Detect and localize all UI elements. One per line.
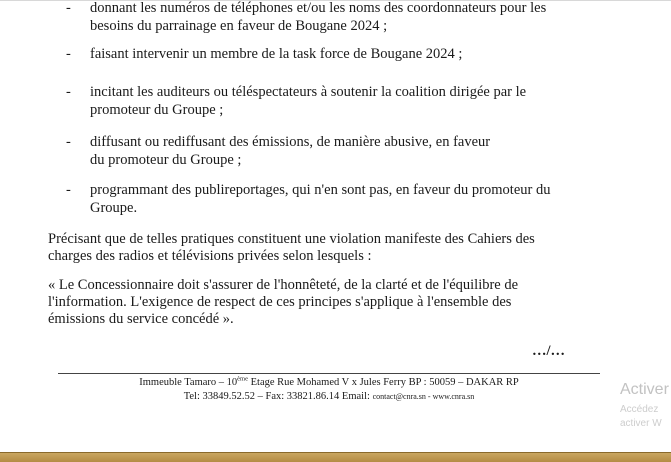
continuation-mark: …/…	[532, 343, 566, 359]
footer-contact	[58, 390, 600, 404]
bullet-line: faisant intervenir un membre de la task force de Bougane 2024 ;	[90, 46, 463, 62]
quote-line: l'information. L'exigence de respect de ces principes s'applique à l'ensemble des	[48, 294, 512, 310]
bullet-dash: -	[66, 46, 71, 62]
footer-address	[58, 376, 600, 390]
paragraph-precisant	[48, 231, 625, 265]
bullet-line: diffusant ou rediffusant des émissions, de manière abusive, en faveur	[90, 134, 491, 150]
paragraph-line: charges des radios et télévisions privées selon lesquels :	[48, 248, 372, 264]
footer-contact-main: Tel: 33849.52.52 – Fax: 33821.86.14 Email:	[183, 391, 373, 402]
activation-watermark-title: Activer	[620, 381, 669, 398]
bullet-item-publireportages	[90, 181, 625, 217]
bullet-line: promoteur du Groupe ;	[90, 102, 224, 118]
bullet-line: du promoteur du Groupe ;	[90, 152, 242, 168]
quote-cahiers-des-charges	[48, 277, 625, 328]
bullet-dash: -	[66, 182, 71, 198]
bullet-item-task-force	[90, 45, 625, 63]
footer-divider	[58, 373, 600, 374]
footer-address-part: Immeuble Tamaro – 10	[139, 377, 238, 388]
footer-contact-email-web: contact@cnra.sn - www.cnra.sn	[372, 392, 475, 401]
bullet-item-coalition	[90, 83, 625, 119]
footer-address-part: Etage Rue Mohamed V x Jules Ferry BP : 50059 – DAKAR RP	[247, 377, 519, 388]
quote-line: « Le Concessionnaire doit s'assurer de l'honnêteté, de la clarté et de l'équilibre de	[48, 277, 519, 293]
bullet-item-phone-numbers	[90, 0, 625, 35]
bullet-line: donnant les numéros de téléphones et/ou les noms des coordonnateurs pour les	[90, 0, 547, 16]
activation-watermark-line: activer W	[620, 418, 662, 429]
quote-line: émissions du service concédé ».	[48, 311, 234, 327]
bullet-line: programmant des publireportages, qui n'en sont pas, en faveur du promoteur du	[90, 182, 551, 198]
footer-address-sup: ème	[237, 375, 248, 383]
bullet-line: incitant les auditeurs ou téléspectateurs à soutenir la coalition dirigée par le	[90, 84, 527, 100]
bullet-dash: -	[66, 0, 71, 16]
bullet-line: besoins du parrainage en faveur de Bougane 2024 ;	[90, 18, 388, 34]
bullet-dash: -	[66, 84, 71, 100]
bullet-dash: -	[66, 134, 71, 150]
bullet-item-broadcasting	[90, 133, 625, 169]
bullet-line: Groupe.	[90, 200, 138, 216]
activation-watermark-line: Accédez	[620, 404, 659, 415]
paragraph-line: Précisant que de telles pratiques constituent une violation manifeste des Cahiers des	[48, 231, 535, 247]
